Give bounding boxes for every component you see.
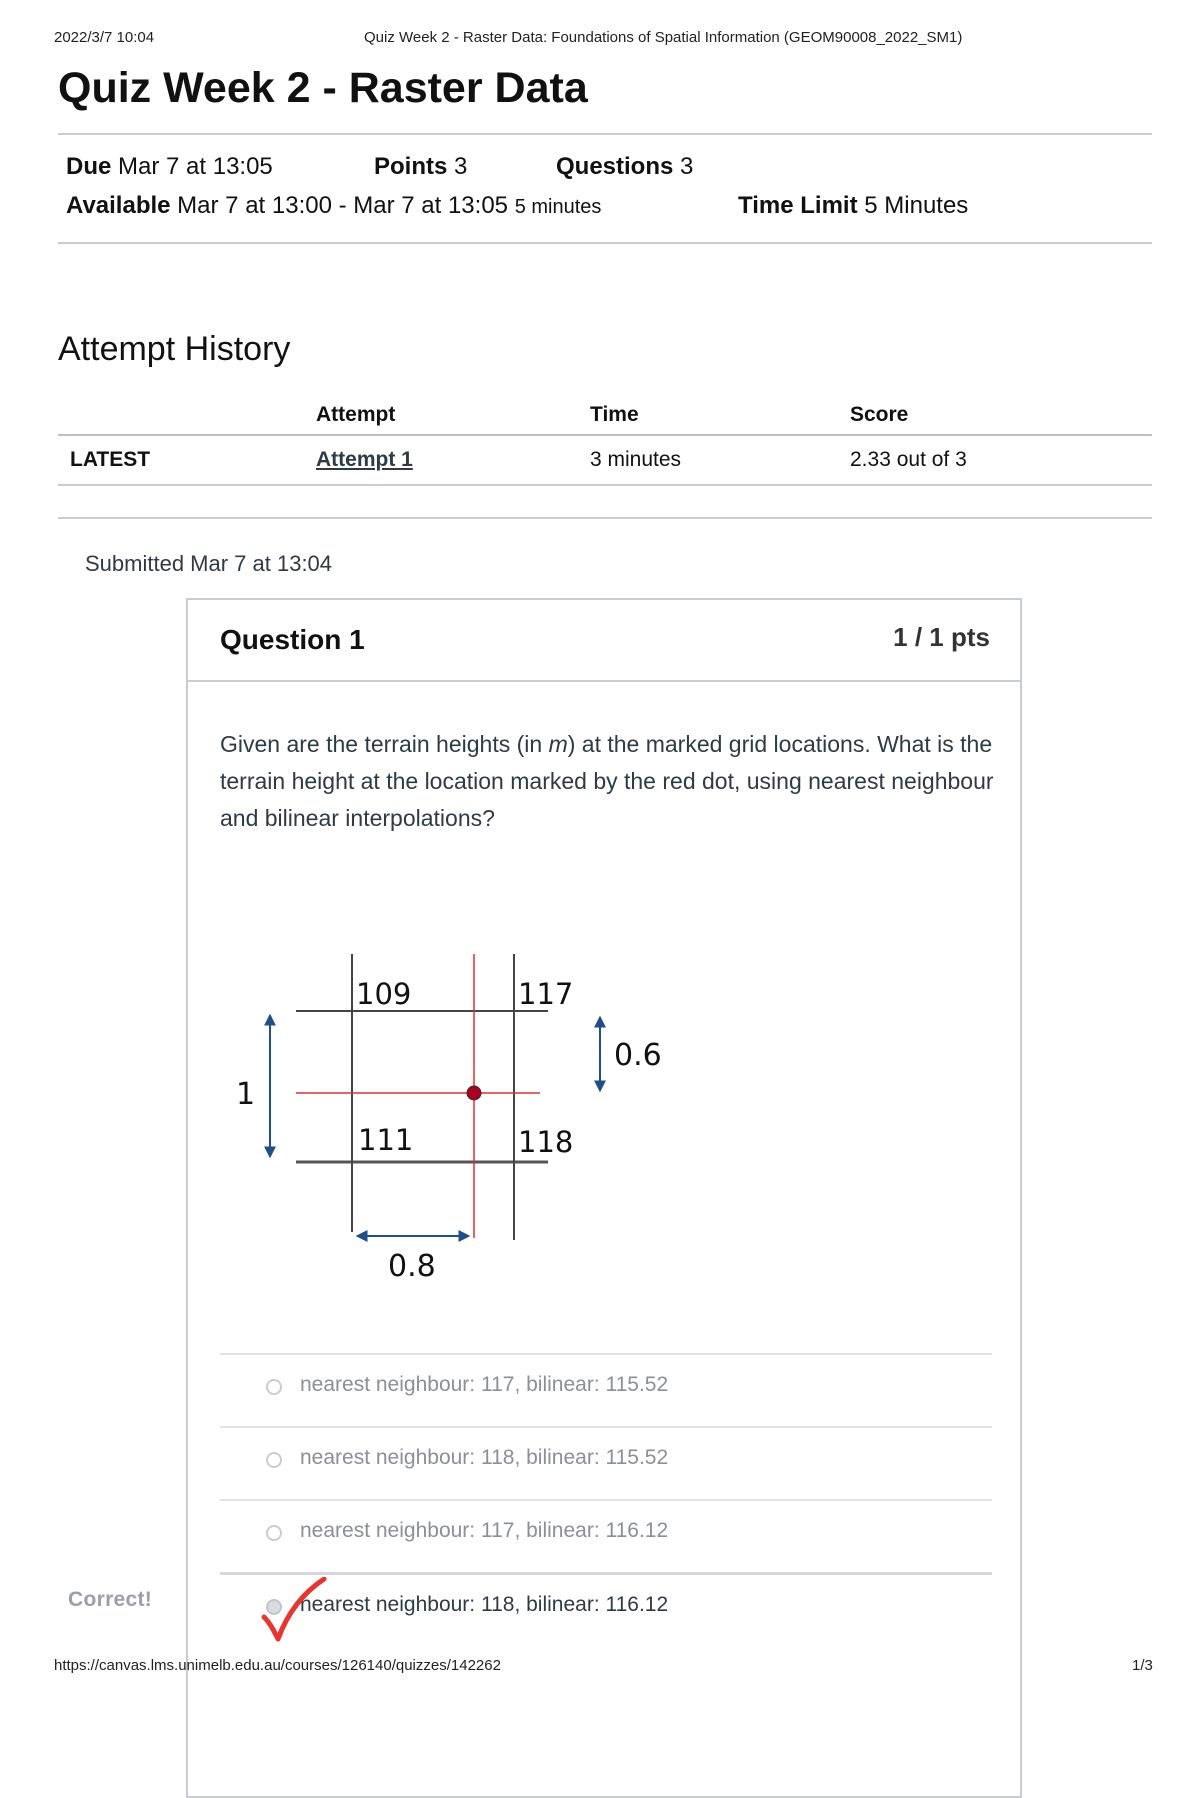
attempt-history-title: Attempt History <box>58 330 291 368</box>
points-label: Points <box>374 153 448 180</box>
attempt-link[interactable]: Attempt 1 <box>316 448 413 471</box>
quiz-points <box>374 153 467 181</box>
time-limit-label: Time Limit <box>738 192 858 219</box>
divider <box>58 517 1152 519</box>
question-text <box>220 726 1000 837</box>
column-header: Time <box>578 396 838 435</box>
attempt-history-table <box>58 396 1152 486</box>
answer-option[interactable] <box>220 1426 992 1500</box>
time-limit-value: 5 Minutes <box>864 192 969 219</box>
latest-tag: LATEST <box>58 435 304 485</box>
score-cell: 2.33 out of 3 <box>838 435 1152 485</box>
answer-text: nearest neighbour: 117, bilinear: 116.12 <box>300 1519 669 1542</box>
quiz-questions <box>556 153 693 181</box>
answer-text: nearest neighbour: 117, bilinear: 115.52 <box>300 1373 669 1396</box>
questions-label: Questions <box>556 153 674 180</box>
question-header <box>188 600 1020 682</box>
question-unit: m <box>548 731 568 757</box>
quiz-available <box>66 192 601 220</box>
answer-option[interactable] <box>220 1353 992 1427</box>
question-text-part: ) at the marked grid locations. What is the terrain height at the location marked by the red dot, using nearest neighbour and bilinear interpolations? <box>220 731 994 831</box>
grid-value-top-left: 109 <box>356 977 412 1011</box>
column-header <box>58 396 304 435</box>
print-url: https://canvas.lms.unimelb.edu.au/courses/126140/quizzes/142262 <box>54 1657 501 1674</box>
time-cell: 3 minutes <box>578 435 838 485</box>
table-header-row <box>58 396 1152 435</box>
table-row <box>58 435 1152 485</box>
question-title: Question 1 <box>220 624 365 655</box>
available-value: Mar 7 at 13:00 - Mar 7 at 13:05 <box>177 192 509 219</box>
correct-answer-bar <box>186 1630 188 1660</box>
submitted-text: Submitted Mar 7 at 13:04 <box>85 551 333 576</box>
divider <box>58 133 1152 135</box>
radio-button[interactable] <box>266 1452 282 1468</box>
answer-option-selected[interactable] <box>220 1572 992 1647</box>
due-value: Mar 7 at 13:05 <box>118 153 273 180</box>
column-header: Attempt <box>304 396 578 435</box>
divider <box>58 242 1152 244</box>
print-page-title: Quiz Week 2 - Raster Data: Foundations of Spatial Information (GEOM90008_2022_SM1) <box>364 29 963 46</box>
question-card <box>186 598 1022 1798</box>
available-duration: 5 minutes <box>514 196 602 218</box>
radio-button[interactable] <box>266 1379 282 1395</box>
available-label: Available <box>66 192 171 219</box>
grid-value-top-right: 117 <box>518 977 574 1011</box>
due-label: Due <box>66 153 112 180</box>
offset-x-label: 0.8 <box>388 1249 436 1284</box>
attempt-cell <box>304 435 578 485</box>
vertical-spacing-label: 1 <box>236 1077 256 1112</box>
quiz-title: Quiz Week 2 - Raster Data <box>58 64 588 112</box>
answer-option[interactable] <box>220 1499 992 1573</box>
question-points: 1 / 1 pts <box>893 622 990 652</box>
radio-button[interactable] <box>266 1525 282 1541</box>
question-text-part: Given are the terrain heights (in <box>220 731 549 757</box>
grid-value-bottom-right: 118 <box>518 1125 574 1159</box>
points-value: 3 <box>454 153 468 180</box>
answer-text: nearest neighbour: 118, bilinear: 115.52 <box>300 1446 669 1469</box>
checkmark-icon <box>260 1577 330 1643</box>
grid-value-bottom-left: 111 <box>358 1123 414 1157</box>
quiz-time-limit <box>738 192 968 220</box>
correct-answer-label: Correct! <box>68 1588 153 1611</box>
questions-value: 3 <box>680 153 694 180</box>
offset-y-label: 0.6 <box>614 1038 662 1073</box>
interpolation-grid-diagram <box>224 940 684 1300</box>
print-datetime: 2022/3/7 10:04 <box>54 29 155 46</box>
query-point-dot <box>467 1086 481 1100</box>
quiz-due <box>66 153 273 181</box>
print-page-number: 1/3 <box>1132 1657 1153 1674</box>
answer-text: nearest neighbour: 118, bilinear: 116.12 <box>300 1593 669 1616</box>
column-header: Score <box>838 396 1152 435</box>
